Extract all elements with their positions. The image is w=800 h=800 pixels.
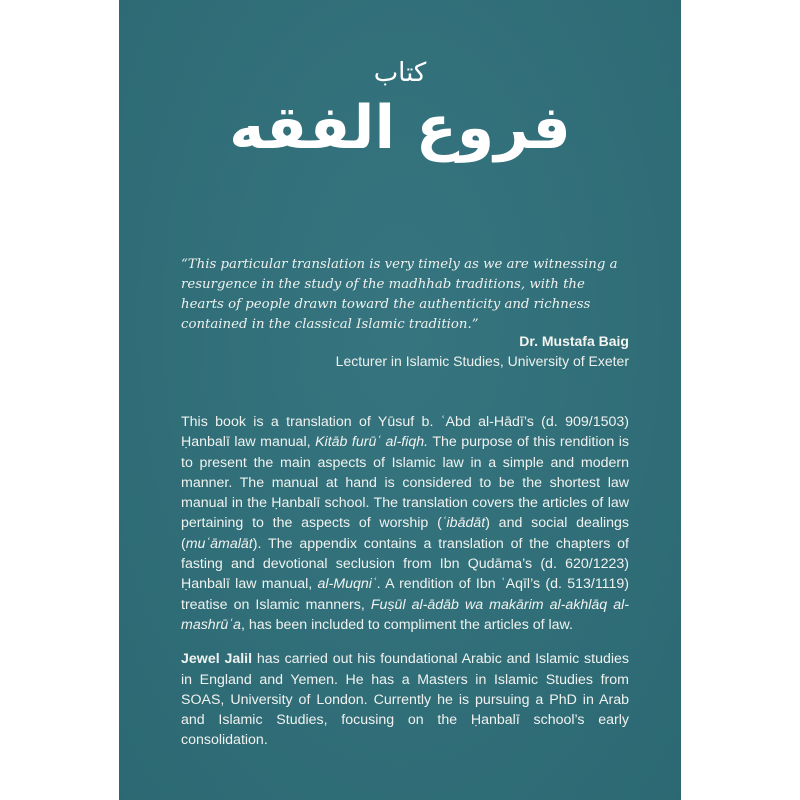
book-back-cover xyxy=(119,0,681,800)
author-name: Jewel Jalil xyxy=(181,651,253,668)
description-term-ibadat: ʿibādāt xyxy=(441,515,486,532)
book-description-block xyxy=(181,412,629,765)
arabic-title-furu-al-fiqh: فروع الفقه xyxy=(229,93,571,163)
attribution-name: Dr. Mustafa Baig xyxy=(519,333,629,349)
description-title-kitab: Kitāb furūʿ al-fiqh. xyxy=(315,434,429,451)
description-term-muamalat: muʿāmalāt xyxy=(185,535,253,552)
description-text: This book is a translation of Yūsuf b. ʿAbd al-Hādī’s (d. 909/1503) Ḥanbalī law manual, xyxy=(181,414,629,451)
description-title-muqni: al-Muqniʿ xyxy=(317,576,377,593)
description-title-fusul: Fuṣūl al-ādāb wa makārim al-akhlāq al-mashrūʿa xyxy=(181,596,629,633)
attribution-title: Lecturer in Islamic Studies, University of Exeter xyxy=(335,353,629,369)
book-description xyxy=(181,412,629,635)
description-text: ). The appendix contains a translation of the chapters of fasting and devotional seclusion from Ibn Qudāma’s (d. 620/1223) Ḥanbalī law manual, xyxy=(181,535,629,593)
arabic-title-kitab: كتاب xyxy=(373,58,427,88)
author-bio-text: has carried out his foundational Arabic and Islamic studies in England and Yemen. He has a Masters in Islamic Studies from SOAS, University of London. Currently he is pursuing a PhD in Arab and Islamic Studies, focusing on the Ḥanbalī school’s early consolidation. xyxy=(181,651,629,749)
description-text: The purpose of this rendition is to present the main aspects of Islamic law in a simple and modern manner. The manual at hand is considered to be the shortest law manual in the Ḥanbalī school. The translation covers the articles of law pertaining to the aspects of worship ( xyxy=(181,434,629,532)
arabic-calligraphy-title xyxy=(119,58,681,168)
quote-attribution xyxy=(189,331,629,371)
description-text: , has been included to compliment the articles of law. xyxy=(240,616,573,633)
description-text: . A rendition of Ibn ʿAqīl’s (d. 513/1119) treatise on Islamic manners, xyxy=(181,576,629,613)
author-bio xyxy=(181,649,629,750)
description-text: ) and social dealings ( xyxy=(181,515,629,552)
endorsement-quote: “This particular translation is very timely as we are witnessing a resurgence in the study of the madhhab traditions, with the hearts of people drawn toward the authenticity and richness contained in the classical Islamic tradition.” xyxy=(181,257,618,332)
